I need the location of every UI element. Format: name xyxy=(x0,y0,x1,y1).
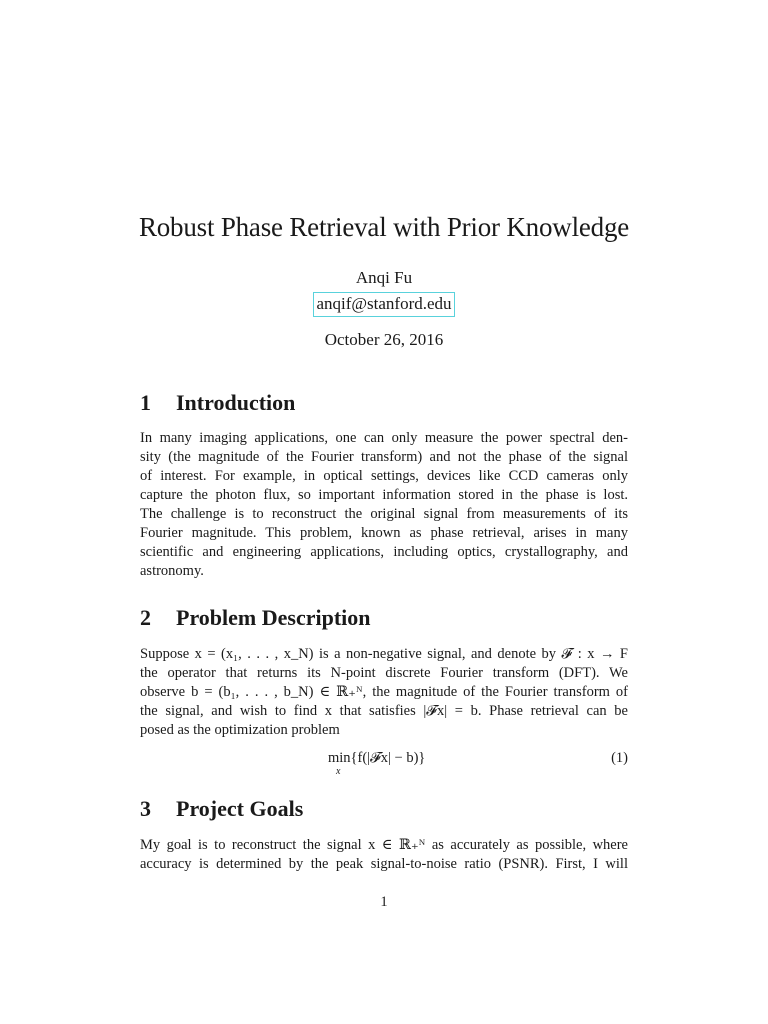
equation-body: min{f(|𝓕x| − b)} xyxy=(328,750,426,766)
text-line: the signal, and wish to find x that satisfies |𝓕x| = b. Phase retrieval can be xyxy=(140,703,628,719)
equation-subscript: x xyxy=(336,766,341,777)
text-line: observe b = (b₁, . . . , b_N) ∈ ℝ₊ᴺ, the magnitude of the Fourier transform of xyxy=(140,684,628,700)
page-number: 1 xyxy=(380,894,388,910)
paper-date: October 26, 2016 xyxy=(324,330,444,349)
text-line: capture the photon flux, so important information stored in the phase is lost. xyxy=(140,487,628,503)
section-number: 2 xyxy=(140,605,151,630)
author-name: Anqi Fu xyxy=(355,268,413,287)
project-goals-paragraph xyxy=(140,836,628,874)
author-email-link[interactable]: anqif@stanford.edu xyxy=(313,292,454,317)
section-title: Project Goals xyxy=(176,796,304,821)
problem-description-paragraph xyxy=(140,645,628,740)
text-line: posed as the optimization problem xyxy=(140,722,340,738)
equation-number: (1) xyxy=(611,750,628,766)
text-line: accuracy is determined by the peak signal-to-noise ratio (PSNR). First, I will xyxy=(140,856,628,872)
text-line: Suppose x = (x₁, . . . , x_N) is a non-negative signal, and denote by 𝓕 : x → F xyxy=(140,646,628,662)
text-line: My goal is to reconstruct the signal x ∈ ℝ₊ᴺ as accurately as possible, where xyxy=(140,837,628,853)
text-line: The challenge is to reconstruct the original signal from measurements of its xyxy=(140,506,628,522)
text-line: astronomy. xyxy=(140,563,204,579)
text-line: sity (the magnitude of the Fourier transform) and not the phase of the signal xyxy=(140,449,628,465)
text-line: Fourier magnitude. This problem, known as phase retrieval, arises in many xyxy=(140,525,628,541)
introduction-paragraph xyxy=(140,429,628,581)
equation-1 xyxy=(140,746,628,780)
section-number: 1 xyxy=(140,390,151,415)
section-heading-introduction xyxy=(140,390,295,416)
text-line: In many imaging applications, one can only measure the power spectral den- xyxy=(140,430,628,446)
section-title: Introduction xyxy=(176,390,296,415)
section-heading-problem-description xyxy=(140,605,371,631)
text-line: of interest. For example, in optical settings, devices like CCD cameras only xyxy=(140,468,628,484)
text-line: the operator that returns its N-point discrete Fourier transform (DFT). We xyxy=(140,665,628,681)
section-heading-project-goals xyxy=(140,796,303,822)
paper-title: Robust Phase Retrieval with Prior Knowledge xyxy=(138,212,630,242)
section-number: 3 xyxy=(140,796,151,821)
section-title: Problem Description xyxy=(176,605,371,630)
text-line: scientific and engineering applications, including optics, crystallography, and xyxy=(140,544,628,560)
